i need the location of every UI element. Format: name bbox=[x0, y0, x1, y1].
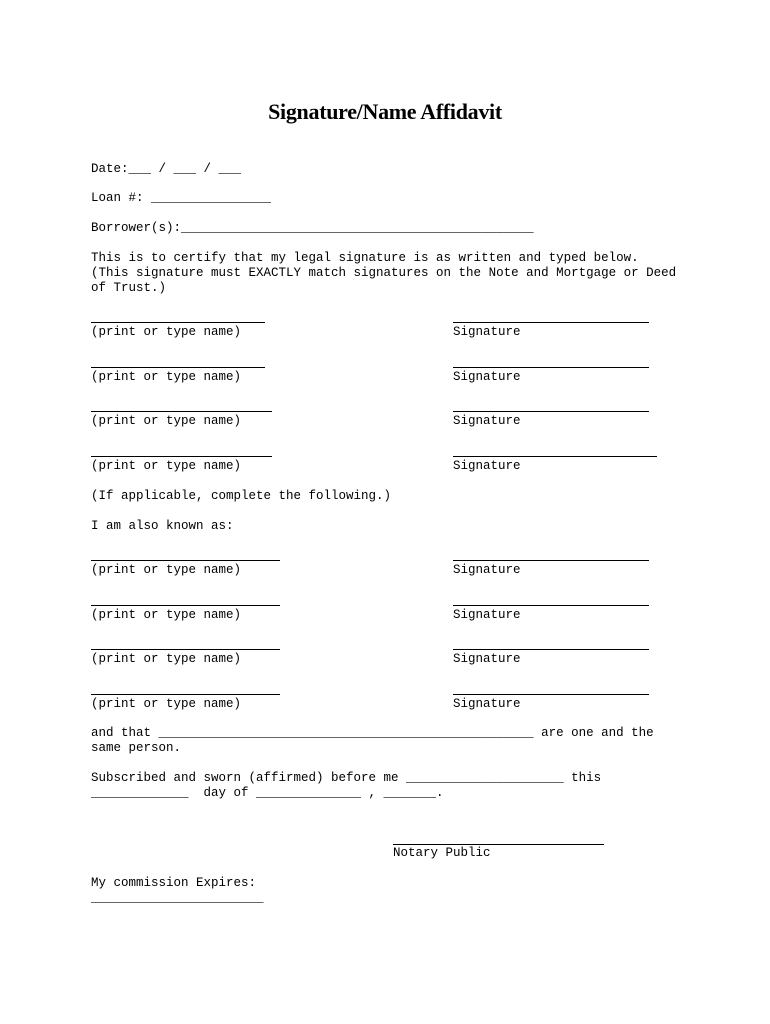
aka-name-line-3[interactable] bbox=[91, 649, 280, 650]
print-name-label: (print or type name) bbox=[91, 370, 242, 384]
signature-label: Signature bbox=[453, 459, 521, 473]
print-name-label: (print or type name) bbox=[91, 652, 242, 666]
signature-label: Signature bbox=[453, 563, 521, 577]
aka-signature-line-4[interactable] bbox=[453, 694, 649, 695]
print-name-label: (print or type name) bbox=[91, 459, 242, 473]
signature-label: Signature bbox=[453, 697, 521, 711]
aka-signature-line-2[interactable] bbox=[453, 605, 649, 606]
if-applicable-text: (If applicable, complete the following.) bbox=[91, 489, 392, 503]
notary-public-label: Notary Public bbox=[393, 846, 491, 860]
signature-label: Signature bbox=[453, 414, 521, 428]
date-field[interactable]: Date:___ / ___ / ___ bbox=[91, 162, 242, 176]
commission-expires-label: My commission Expires: bbox=[91, 876, 257, 890]
signature-label: Signature bbox=[453, 652, 521, 666]
signature-line-2[interactable] bbox=[453, 367, 649, 368]
signature-line-1[interactable] bbox=[453, 322, 649, 323]
borrowers-field[interactable]: Borrower(s):_______________________________________________ bbox=[91, 221, 534, 235]
print-name-label: (print or type name) bbox=[91, 608, 242, 622]
signature-line-3[interactable] bbox=[453, 411, 649, 412]
aka-name-line-1[interactable] bbox=[91, 560, 280, 561]
subscribed-statement[interactable]: Subscribed and sworn (affirmed) before me _____________________ this _____________ day of ______________ , _______. bbox=[91, 771, 602, 800]
aka-name-line-4[interactable] bbox=[91, 694, 280, 695]
signature-label: Signature bbox=[453, 370, 521, 384]
aka-name-line-2[interactable] bbox=[91, 605, 280, 606]
aka-signature-line-1[interactable] bbox=[453, 560, 649, 561]
print-name-label: (print or type name) bbox=[91, 414, 242, 428]
certify-paragraph: This is to certify that my legal signature is as written and typed below. (This signature must EXACTLY match signatures on the Note and Mortgage or Deed of Trust.) bbox=[91, 251, 677, 295]
name-line-4[interactable] bbox=[91, 456, 272, 457]
print-name-label: (print or type name) bbox=[91, 563, 242, 577]
commission-expires-field[interactable]: _______________________ bbox=[91, 891, 264, 905]
print-name-label: (print or type name) bbox=[91, 697, 242, 711]
signature-label: Signature bbox=[453, 325, 521, 339]
loan-number-field[interactable]: Loan #: ________________ bbox=[91, 191, 272, 205]
aka-signature-line-3[interactable] bbox=[453, 649, 649, 650]
name-line-3[interactable] bbox=[91, 411, 272, 412]
notary-signature-line[interactable] bbox=[393, 844, 604, 845]
name-line-2[interactable] bbox=[91, 367, 265, 368]
also-known-as-text: I am also known as: bbox=[91, 519, 234, 533]
signature-label: Signature bbox=[453, 608, 521, 622]
name-line-1[interactable] bbox=[91, 322, 265, 323]
page-title: Signature/Name Affidavit bbox=[268, 99, 502, 124]
same-person-statement[interactable]: and that __________________________________________________ are one and the same person. bbox=[91, 726, 654, 755]
print-name-label: (print or type name) bbox=[91, 325, 242, 339]
signature-line-4[interactable] bbox=[453, 456, 657, 457]
